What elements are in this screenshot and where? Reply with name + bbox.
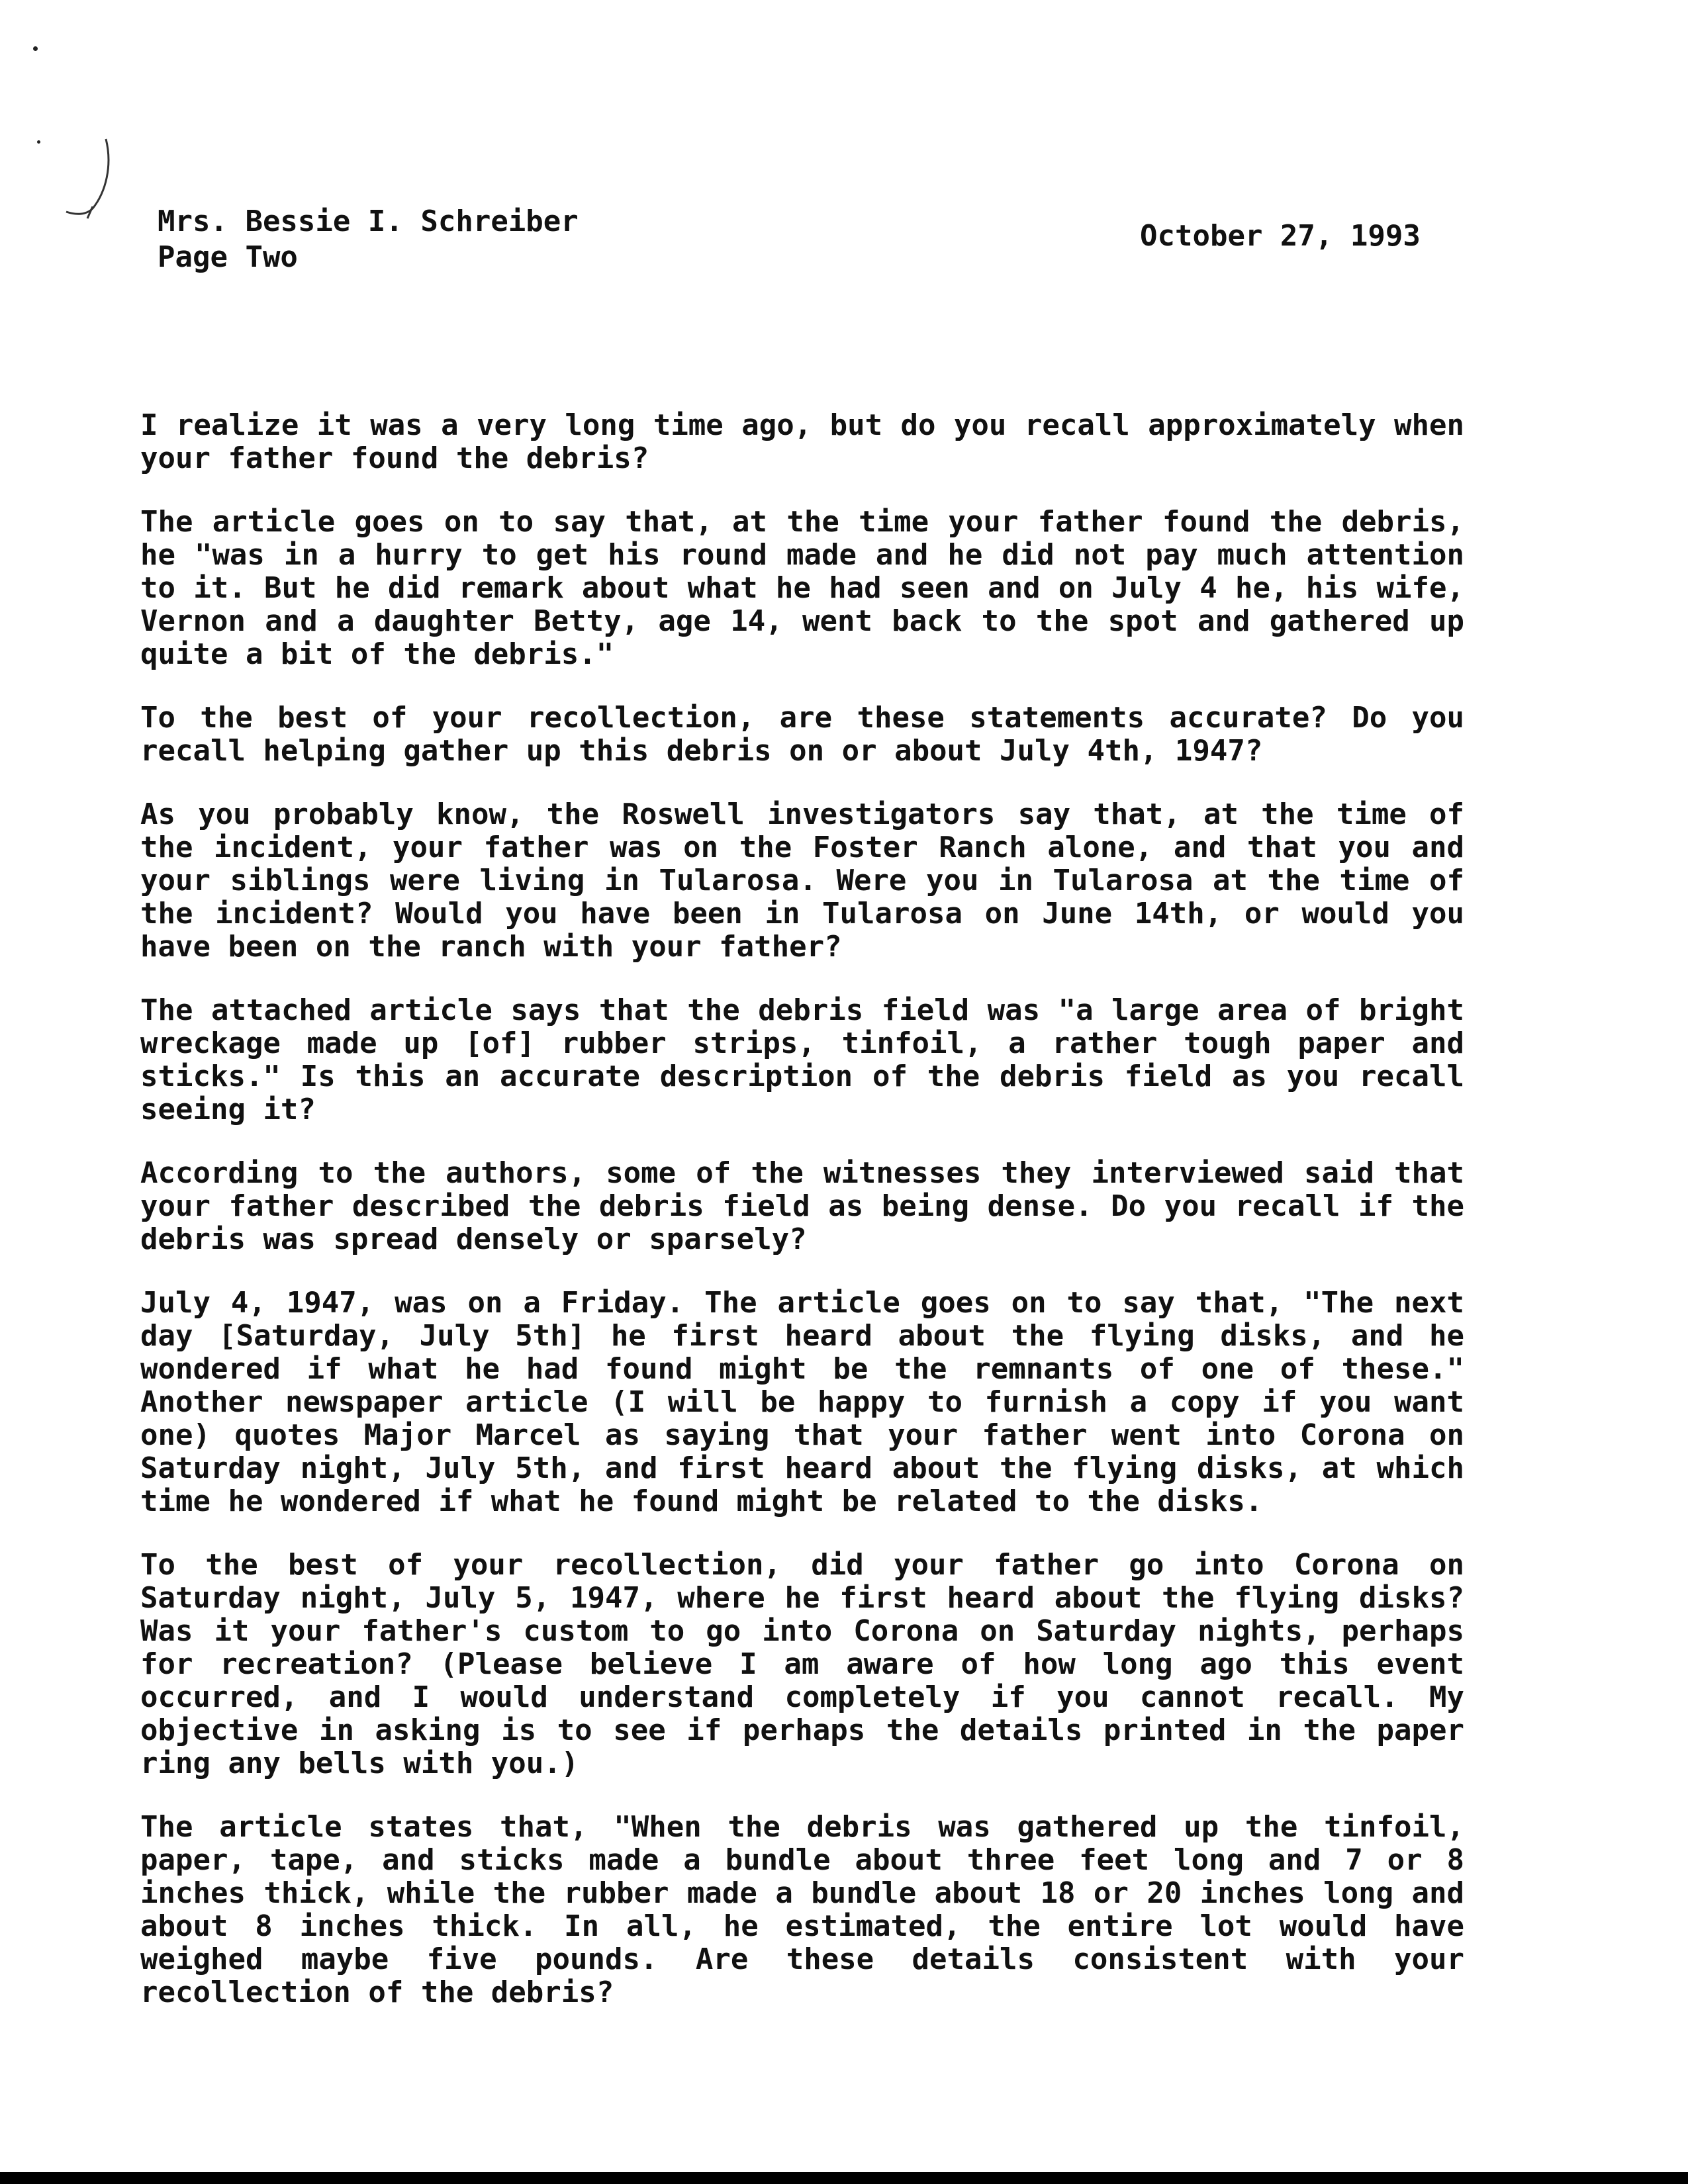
paragraph: The article states that, "When the debris was gathered up the tinfoil, paper, tape, and sticks made a bundle about three feet long and 7 or 8 inches thick, while the rubber made a bundle about 18 or 20 inches long and about 8 inches thick. In all, he estimated, the entire lot would have weighed maybe five pounds. Are these details consistent with your recollection of the debris? — [140, 1810, 1464, 2009]
paragraph: As you probably know, the Roswell investigators say that, at the time of the incident, your father was on the Foster Ranch alone, and that you and your siblings were living in Tularosa. Were you in Tularosa at the time of the incident? Would you have been in Tularosa on June 14th, or would you have been on the ranch with your father? — [140, 797, 1464, 964]
letter-body — [140, 409, 1464, 2040]
paragraph: According to the authors, some of the witnesses they interviewed said that your father described the debris field as being dense. Do you recall if the debris was spread densely or sparsely? — [140, 1156, 1464, 1256]
paragraph: I realize it was a very long time ago, but do you recall approximately when your father found the debris? — [140, 408, 1464, 475]
scan-speck — [33, 46, 38, 51]
scan-border — [0, 2172, 1688, 2184]
recipient-name: Mrs. Bessie I. Schreiber — [158, 205, 579, 238]
paragraph: The attached article says that the debris field was "a large area of bright wreckage made up [of] rubber strips, tinfoil, a rather tough paper and sticks." Is this an accurate description of the debris field as you recall seeing it? — [140, 993, 1464, 1126]
paragraph: The article goes on to say that, at the time your father found the debris, he "was in a hurry to get his round made and he did not pay much attention to it. But he did remark about what he had seen and on July 4 he, his wife, Vernon and a daughter Betty, age 14, went back to the spot and gathered up quite a bit of the debris." — [140, 505, 1464, 671]
paragraph: To the best of your recollection, are these statements accurate? Do you recall helping gather up this debris on or about July 4th, 1947? — [140, 701, 1464, 768]
page-number: Page Two — [158, 240, 298, 274]
paragraph: July 4, 1947, was on a Friday. The article goes on to say that, "The next day [Saturday, July 5th] he first heard about the flying disks, and he wondered if what he had found might be the remnants of one of these." Another newspaper article (I will be happy to furnish a copy if you want one) quotes Major Marcel as saying that your father went into Corona on Saturday night, July 5th, and first heard about the flying disks, at which time he wondered if what he found might be related to the disks. — [140, 1286, 1464, 1518]
pen-mark-icon — [40, 132, 113, 225]
letter-header-left — [158, 204, 579, 275]
paragraph: To the best of your recollection, did your father go into Corona on Saturday night, July 5, 1947, where he first heard about the flying disks? Was it your father's custom to go into Corona on Saturday nights, perhaps for recreation? (Please believe I am aware of how long ago this event occurred, and I would understand completely if you cannot recall. My objective in asking is to see if perhaps the details printed in the paper ring any bells with you.) — [140, 1548, 1464, 1780]
letter-date: October 27, 1993 — [1140, 219, 1421, 253]
